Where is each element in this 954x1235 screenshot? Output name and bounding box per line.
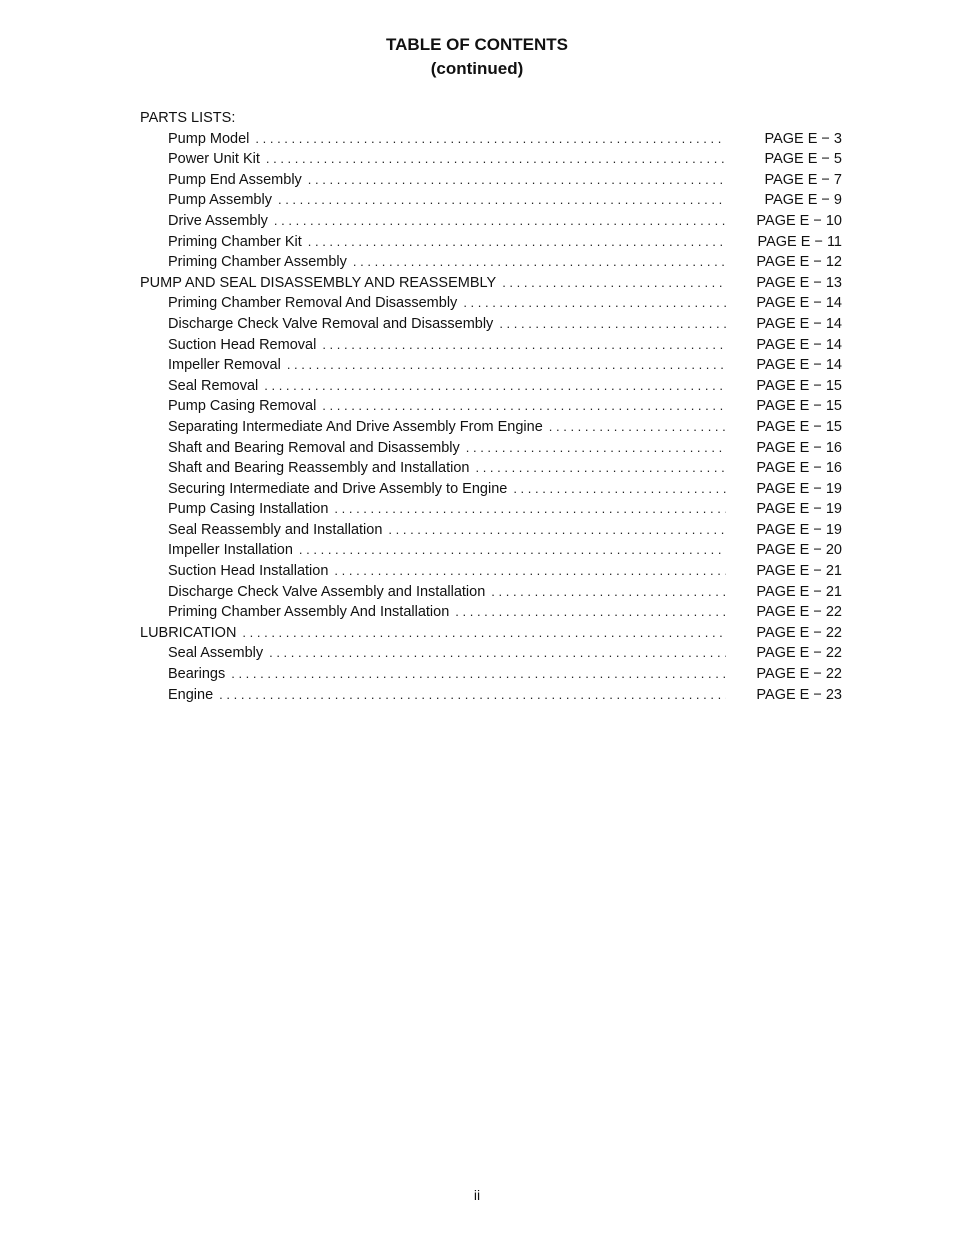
- toc-entry[interactable]: [140, 293, 842, 314]
- dot-leader: [299, 540, 726, 561]
- toc-entry[interactable]: [140, 561, 842, 582]
- toc-entry-label: Securing Intermediate and Drive Assembly to Engine: [168, 480, 508, 497]
- toc-entry[interactable]: [140, 232, 842, 253]
- toc-entry-page: PAGE E − 16: [756, 439, 842, 456]
- toc-entry-page: PAGE E − 21: [756, 583, 842, 600]
- toc-entry-label: Pump Casing Removal: [168, 398, 317, 415]
- toc-entry-page: PAGE E − 12: [756, 254, 842, 271]
- toc-entry-label: Pump End Assembly: [168, 171, 302, 188]
- toc-entry[interactable]: [140, 376, 842, 397]
- toc-entry[interactable]: [140, 520, 842, 541]
- table-of-contents: [140, 108, 842, 705]
- toc-entry-page: PAGE E − 22: [756, 624, 842, 641]
- toc-entry[interactable]: [140, 499, 842, 520]
- toc-entry[interactable]: [140, 643, 842, 664]
- dot-leader: [463, 293, 726, 314]
- toc-entry-page: PAGE E − 15: [756, 418, 842, 435]
- toc-entry[interactable]: [140, 355, 842, 376]
- dot-leader: [308, 232, 726, 253]
- toc-entry[interactable]: [140, 664, 842, 685]
- toc-entry[interactable]: [140, 582, 842, 603]
- dot-leader: [491, 582, 726, 603]
- toc-entry-label: Impeller Removal: [168, 357, 281, 374]
- toc-entry[interactable]: [140, 685, 842, 706]
- toc-entry-page: PAGE E − 3: [764, 130, 842, 147]
- dot-leader: [278, 190, 726, 211]
- toc-entry-page: PAGE E − 14: [756, 357, 842, 374]
- dot-leader: [353, 252, 726, 273]
- dot-leader: [322, 396, 726, 417]
- toc-entry-page: PAGE E − 20: [756, 542, 842, 559]
- dot-leader: [334, 561, 726, 582]
- toc-entry-page: PAGE E − 5: [764, 151, 842, 168]
- dot-leader: [231, 664, 726, 685]
- toc-entry[interactable]: [140, 540, 842, 561]
- toc-entry-label: Shaft and Bearing Reassembly and Installation: [168, 460, 470, 477]
- toc-entry-page: PAGE E − 13: [756, 274, 842, 291]
- toc-entry-page: PAGE E − 11: [757, 233, 842, 250]
- toc-entry[interactable]: [140, 417, 842, 438]
- toc-entry-label: Power Unit Kit: [168, 151, 260, 168]
- toc-entry-page: PAGE E − 14: [756, 315, 842, 332]
- section-heading-parts-lists: PARTS LISTS:: [140, 110, 236, 126]
- dot-leader: [219, 685, 726, 706]
- toc-entry-label: Priming Chamber Kit: [168, 233, 302, 250]
- toc-entry[interactable]: [140, 458, 842, 479]
- dot-leader: [549, 417, 726, 438]
- toc-entry-page: PAGE E − 21: [756, 563, 842, 580]
- toc-entry-label: Suction Head Removal: [168, 336, 317, 353]
- dot-leader: [334, 499, 726, 520]
- toc-entry[interactable]: [140, 190, 842, 211]
- toc-entry-page: PAGE E − 19: [756, 521, 842, 538]
- toc-entry-label: Priming Chamber Assembly: [168, 254, 347, 271]
- dot-leader: [502, 273, 726, 294]
- toc-entry[interactable]: [140, 149, 842, 170]
- toc-entry-label: Pump Assembly: [168, 192, 272, 209]
- toc-entry[interactable]: [140, 479, 842, 500]
- toc-entry-label: Discharge Check Valve Removal and Disassembly: [168, 315, 494, 332]
- toc-header: [0, 33, 954, 81]
- toc-entry[interactable]: [140, 170, 842, 191]
- toc-entry-label: Shaft and Bearing Removal and Disassembly: [168, 439, 460, 456]
- toc-entry-page: PAGE E − 19: [756, 480, 842, 497]
- toc-entry-label: Bearings: [168, 666, 226, 683]
- dot-leader: [499, 314, 726, 335]
- toc-entry-label: Impeller Installation: [168, 542, 293, 559]
- toc-entry[interactable]: [140, 335, 842, 356]
- dot-leader: [308, 170, 726, 191]
- dot-leader: [475, 458, 726, 479]
- toc-entry[interactable]: [140, 211, 842, 232]
- toc-entry[interactable]: [140, 273, 842, 294]
- dot-leader: [455, 602, 726, 623]
- toc-entry-page: PAGE E − 14: [756, 336, 842, 353]
- toc-entry-list: [140, 129, 842, 706]
- toc-entry-label: Suction Head Installation: [168, 563, 329, 580]
- toc-entry-page: PAGE E − 15: [756, 377, 842, 394]
- toc-entry-label: Priming Chamber Assembly And Installation: [168, 604, 450, 621]
- toc-entry-label: Seal Reassembly and Installation: [168, 521, 383, 538]
- toc-entry-page: PAGE E − 19: [756, 501, 842, 518]
- dot-leader: [266, 149, 726, 170]
- toc-entry-label: Seal Removal: [168, 377, 259, 394]
- dot-leader: [287, 355, 726, 376]
- page-number: ii: [473, 1187, 481, 1203]
- toc-entry-label: Priming Chamber Removal And Disassembly: [168, 295, 458, 312]
- page-title: TABLE OF CONTENTS: [386, 35, 568, 54]
- toc-entry[interactable]: [140, 252, 842, 273]
- toc-entry[interactable]: [140, 438, 842, 459]
- toc-entry-label: Engine: [168, 686, 214, 703]
- dot-leader: [322, 335, 726, 356]
- toc-entry-label: Seal Assembly: [168, 645, 264, 662]
- toc-entry-label: LUBRICATION: [140, 624, 237, 641]
- toc-entry-page: PAGE E − 22: [756, 645, 842, 662]
- dot-leader: [264, 376, 726, 397]
- dot-leader: [466, 438, 726, 459]
- dot-leader: [242, 623, 726, 644]
- toc-entry-page: PAGE E − 23: [756, 686, 842, 703]
- toc-entry-label: Pump Casing Installation: [168, 501, 329, 518]
- toc-entry-page: PAGE E − 22: [756, 666, 842, 683]
- toc-entry-page: PAGE E − 16: [756, 460, 842, 477]
- toc-entry-page: PAGE E − 9: [764, 192, 842, 209]
- toc-entry-label: Drive Assembly: [168, 212, 268, 229]
- toc-entry[interactable]: [140, 623, 842, 644]
- toc-entry-page: PAGE E − 15: [756, 398, 842, 415]
- toc-entry[interactable]: [140, 314, 842, 335]
- toc-entry-page: PAGE E − 7: [764, 171, 842, 188]
- toc-entry[interactable]: [140, 602, 842, 623]
- dot-leader: [269, 643, 726, 664]
- dot-leader: [388, 520, 726, 541]
- toc-entry-label: Separating Intermediate And Drive Assembly From Engine: [168, 418, 543, 435]
- toc-entry-label: Pump Model: [168, 130, 250, 147]
- toc-entry-page: PAGE E − 10: [756, 212, 842, 229]
- dot-leader: [513, 479, 726, 500]
- dot-leader: [274, 211, 726, 232]
- toc-entry-label: Discharge Check Valve Assembly and Installation: [168, 583, 486, 600]
- toc-entry[interactable]: [140, 129, 842, 150]
- dot-leader: [255, 129, 726, 150]
- toc-entry-label: PUMP AND SEAL DISASSEMBLY AND REASSEMBLY: [140, 274, 497, 291]
- page-subtitle: (continued): [430, 59, 524, 78]
- toc-entry[interactable]: [140, 396, 842, 417]
- toc-entry-page: PAGE E − 14: [756, 295, 842, 312]
- toc-entry-page: PAGE E − 22: [756, 604, 842, 621]
